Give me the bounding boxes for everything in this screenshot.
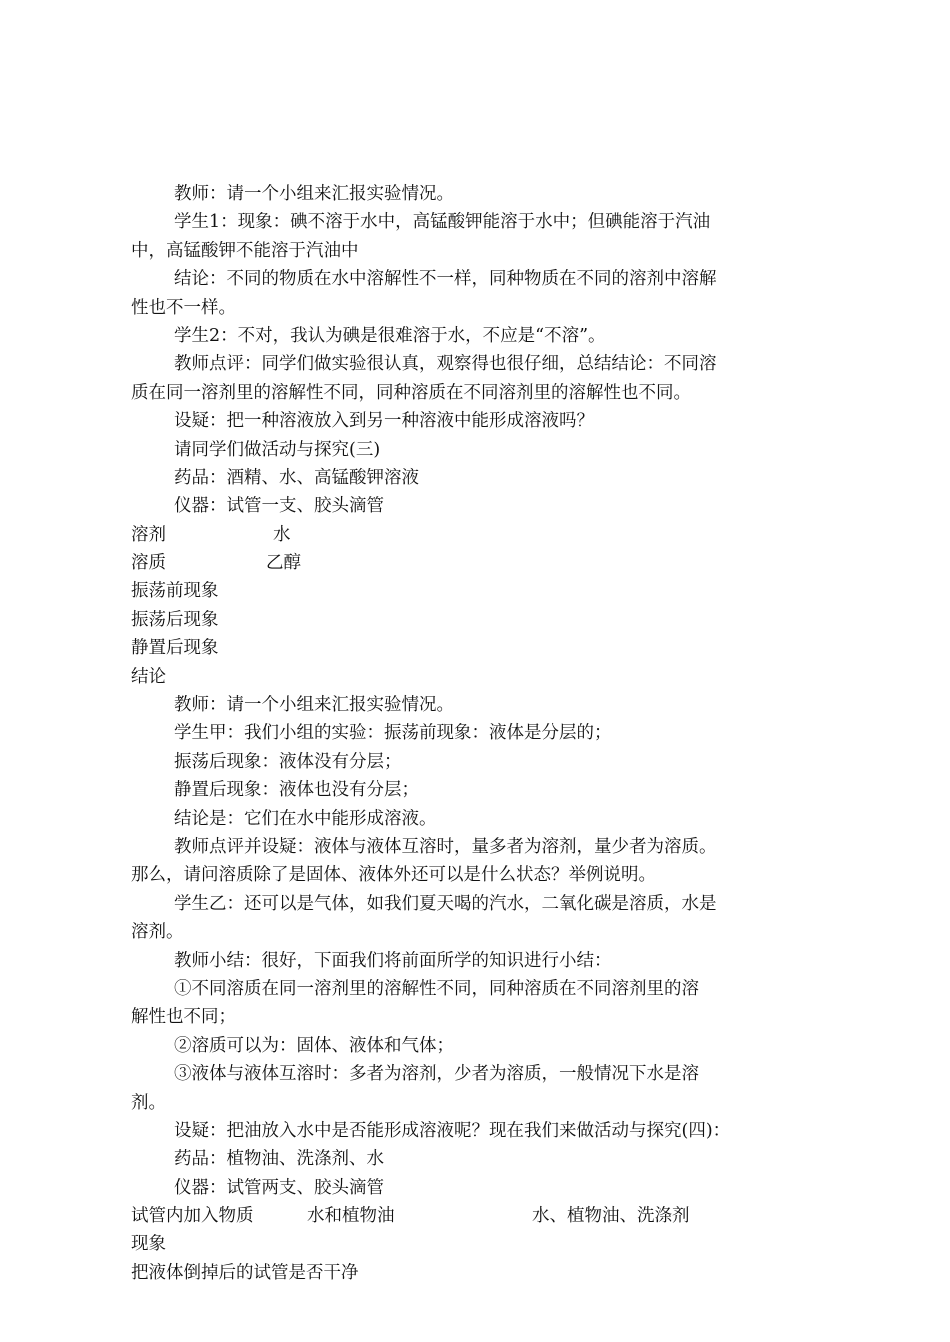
experiment-table-4 <box>131 1202 771 1287</box>
paragraph-line: 仪器：试管一支、胶头滴管 <box>174 496 384 517</box>
paragraph-line: 请同学们做活动与探究(三) <box>174 439 381 460</box>
paragraph-line: 振荡后现象：液体没有分层； <box>174 751 402 772</box>
paragraph-line: 溶剂。 <box>131 922 184 943</box>
table-row <box>131 549 771 577</box>
table-cell: 振荡前现象 <box>131 581 219 602</box>
table-row <box>131 1202 771 1230</box>
table-row <box>131 521 771 549</box>
table-cell: 水、植物油、洗涤剂 <box>532 1206 690 1227</box>
document-body <box>131 180 771 1287</box>
paragraph-line: 学生乙：还可以是气体，如我们夏天喝的汽水，二氧化碳是溶质，水是 <box>174 893 717 914</box>
table-cell: 把液体倒掉后的试管是否干净 <box>131 1262 359 1283</box>
paragraph-line: 设疑：把油放入水中是否能形成溶液呢？现在我们来做活动与探究(四)： <box>174 1120 731 1141</box>
paragraph-line: 药品：酒精、水、高锰酸钾溶液 <box>174 467 419 488</box>
table-row <box>131 577 771 605</box>
paragraph-line: 药品：植物油、洗涤剂、水 <box>174 1149 384 1170</box>
experiment-table-3 <box>131 521 771 691</box>
paragraph-line: 那么，请问溶质除了是固体、液体外还可以是什么状态？举例说明。 <box>131 865 656 886</box>
table-cell: 水 <box>273 524 291 545</box>
paragraph-line: 教师小结：很好，下面我们将前面所学的知识进行小结： <box>174 950 612 971</box>
paragraph-line: ①不同溶质在同一溶剂里的溶解性不同，同种溶质在不同溶剂里的溶 <box>174 978 699 999</box>
paragraph-line: 仪器：试管两支、胶头滴管 <box>174 1177 384 1198</box>
paragraph-line: ②溶质可以为：固体、液体和气体； <box>174 1035 454 1056</box>
paragraph-line: 教师点评并设疑：液体与液体互溶时，量多者为溶剂，量少者为溶质。 <box>174 836 717 857</box>
paragraph-line: 静置后现象：液体也没有分层； <box>174 780 419 801</box>
paragraph-line: 结论：不同的物质在水中溶解性不一样，同种物质在不同的溶剂中溶解 <box>174 269 717 290</box>
table-cell: 试管内加入物质 <box>131 1206 254 1227</box>
paragraph-line: 性也不一样。 <box>131 297 236 318</box>
paragraph-line: 设疑：把一种溶液放入到另一种溶液中能形成溶液吗？ <box>174 411 594 432</box>
paragraph-line: 质在同一溶剂里的溶解性不同，同种溶质在不同溶剂里的溶解性也不同。 <box>131 382 691 403</box>
table-cell: 结论 <box>131 666 166 687</box>
paragraph-line: 学生2：不对，我认为碘是很难溶于水，不应是“不溶”。 <box>174 325 606 346</box>
paragraph-line: 中，高锰酸钾不能溶于汽油中 <box>131 240 359 261</box>
table-cell: 溶剂 <box>131 524 166 545</box>
table-cell: 静置后现象 <box>131 638 219 659</box>
table-row <box>131 606 771 634</box>
paragraph-line: 剂。 <box>131 1092 166 1113</box>
table-cell: 溶质 <box>131 553 166 574</box>
table-row <box>131 1230 771 1258</box>
paragraph-line: 教师点评：同学们做实验很认真，观察得也很仔细，总结结论：不同溶 <box>174 354 717 375</box>
table-row <box>131 1259 771 1287</box>
paragraph-line: 学生甲：我们小组的实验：振荡前现象：液体是分层的； <box>174 723 612 744</box>
table-row <box>131 634 771 662</box>
paragraph-line: ③液体与液体互溶时：多者为溶剂，少者为溶质，一般情况下水是溶 <box>174 1064 699 1085</box>
paragraph-line: 学生1：现象：碘不溶于水中，高锰酸钾能溶于水中；但碘能溶于汽油 <box>174 212 711 233</box>
paragraph-line: 教师：请一个小组来汇报实验情况。 <box>174 184 454 204</box>
table-row <box>131 663 771 691</box>
paragraph-line: 解性也不同； <box>131 1007 236 1028</box>
table-cell: 振荡后现象 <box>131 609 219 630</box>
table-cell: 现象 <box>131 1234 166 1255</box>
table-cell: 水和植物油 <box>307 1206 395 1227</box>
paragraph-line: 教师：请一个小组来汇报实验情况。 <box>174 695 454 716</box>
table-cell: 乙醇 <box>266 553 301 574</box>
paragraph-line: 结论是：它们在水中能形成溶液。 <box>174 808 437 829</box>
